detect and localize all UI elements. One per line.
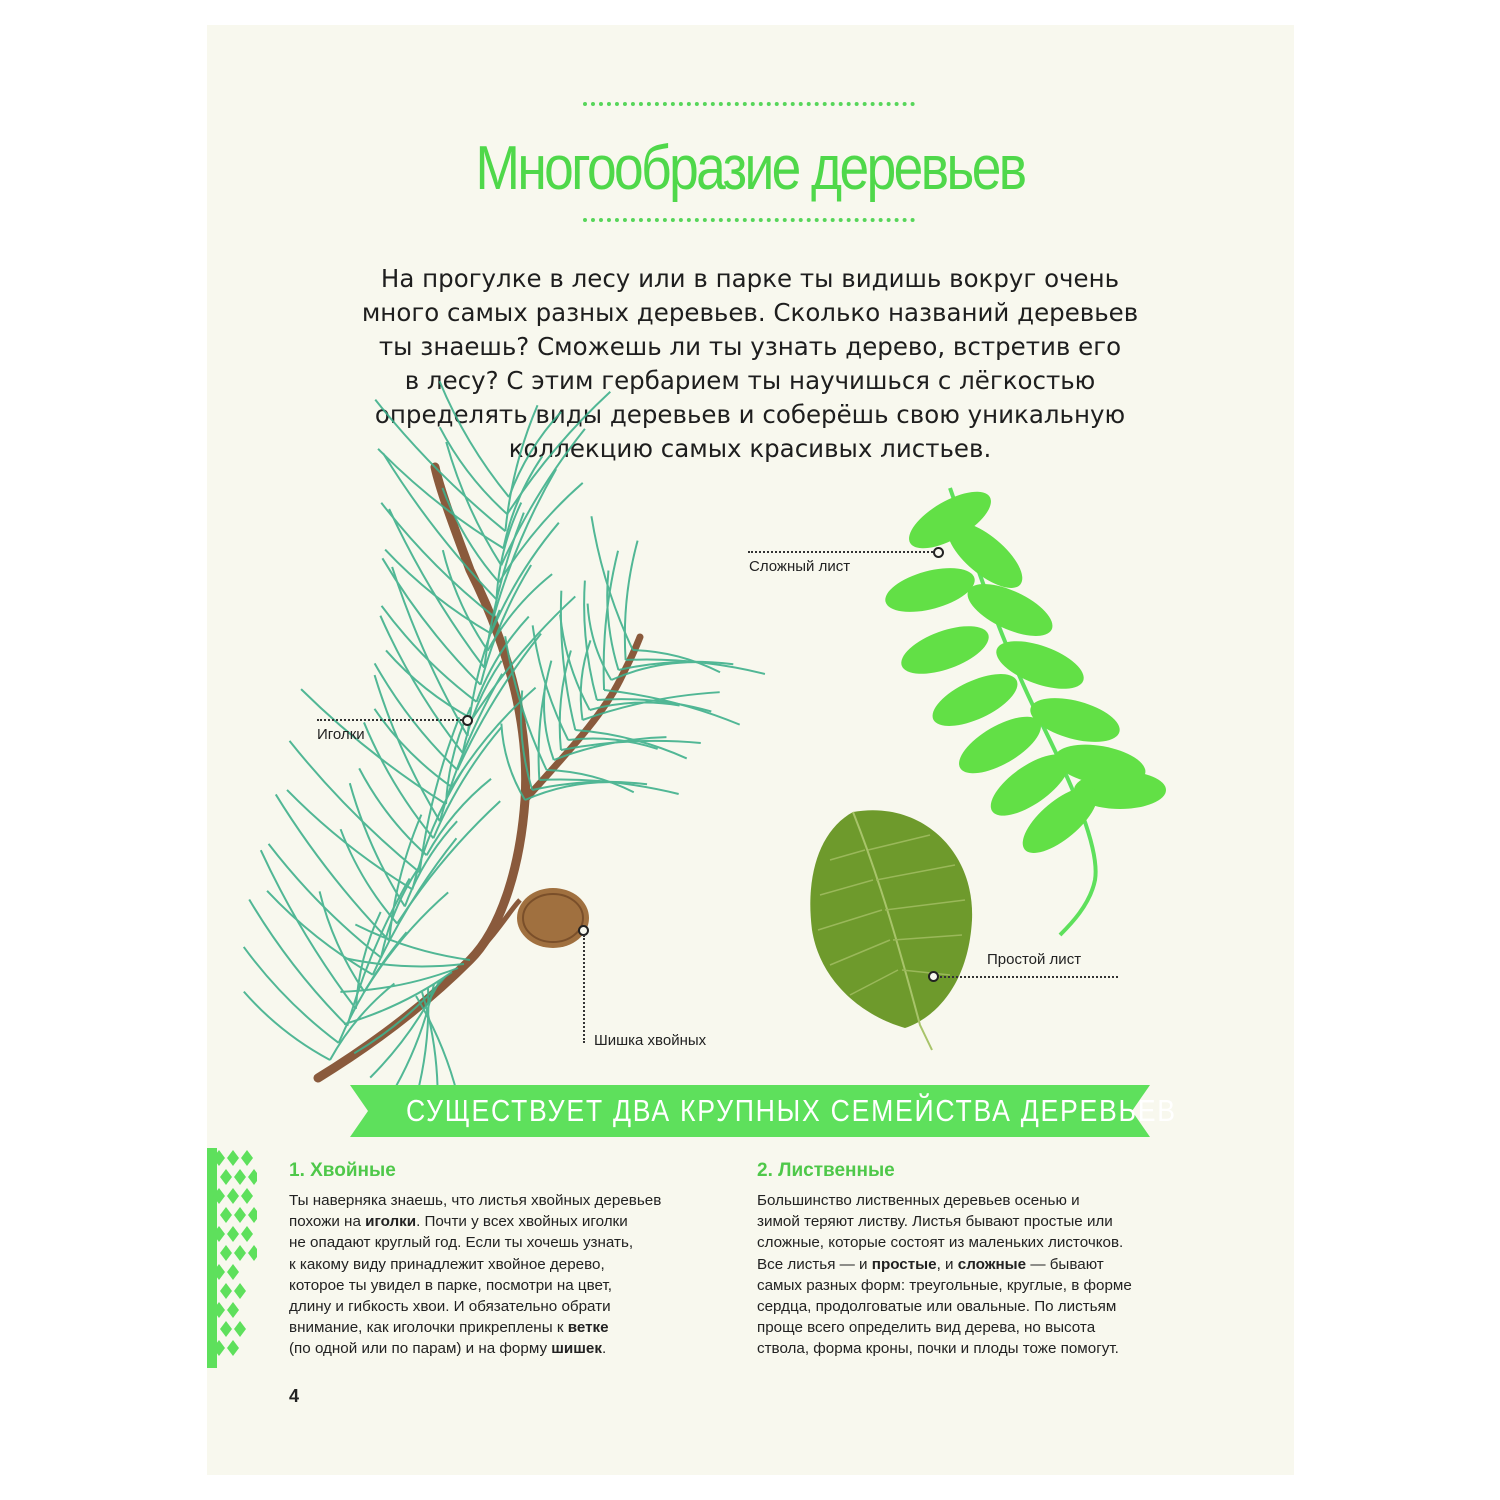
text-run: сложные, которые состоят из маленьких листочков. xyxy=(757,1234,1124,1252)
simple-leaf-callout-dot xyxy=(928,971,939,982)
paragraph-line xyxy=(757,1338,1132,1359)
pine-branch-illustration xyxy=(244,381,765,1111)
cone-callout-line xyxy=(583,935,585,1043)
paragraph-line xyxy=(757,1254,1132,1275)
intro-line: много самых разных деревьев. Сколько названий деревьев xyxy=(361,298,1139,327)
deciduous-heading: 2. Лиственные xyxy=(757,1160,895,1181)
pine-needle xyxy=(350,783,405,906)
leaflet xyxy=(881,560,980,621)
paragraph-line xyxy=(289,1211,661,1232)
paragraph-line xyxy=(289,1275,661,1296)
intro-line: коллекцию самых красивых листьев. xyxy=(508,434,992,463)
pine-needle xyxy=(301,689,446,804)
pine-needle xyxy=(507,392,610,514)
conifers-heading: 1. Хвойные xyxy=(289,1160,396,1181)
simple-leaf-illustration xyxy=(810,810,972,1050)
pine-needle xyxy=(382,606,477,702)
text-run: . Почти у всех хвойных иголки xyxy=(416,1213,628,1231)
intro-line: На прогулке в лесу или в парке ты видишь вокруг очень xyxy=(380,264,1120,293)
paragraph-line xyxy=(757,1275,1132,1296)
pine-needle xyxy=(276,794,389,940)
pine-needle xyxy=(501,429,585,565)
text-run: не опадают круглый год. Если ты хочешь узнать, xyxy=(289,1234,634,1252)
text-run: Все листья — и xyxy=(757,1255,872,1273)
leaflet xyxy=(895,616,994,683)
bold-term: простые xyxy=(871,1255,937,1273)
bold-term: иголки xyxy=(365,1213,417,1231)
needles-callout-line xyxy=(317,719,465,721)
paragraph-line xyxy=(289,1317,661,1338)
text-run: внимание, как иголочки прикреплены к xyxy=(289,1319,568,1337)
section-banner-text: СУЩЕСТВУЕТ ДВА КРУПНЫХ СЕМЕЙСТВА ДЕРЕВЬЕВ xyxy=(406,1093,1177,1128)
text-run: (по одной или по парам) и на форму xyxy=(289,1340,552,1358)
intro-line: в лесу? С этим гербарием ты научишься с лёгкостью xyxy=(404,366,1096,395)
pine-needle xyxy=(389,509,484,668)
page-title: Многообразие деревьев xyxy=(475,134,1025,203)
simple-leaf-callout-line xyxy=(936,976,1118,978)
paragraph-line xyxy=(289,1232,661,1253)
pine-needle xyxy=(397,801,500,923)
text-run: которое ты увидел в парке, посмотри на цвет, xyxy=(289,1276,612,1294)
paragraph-line xyxy=(289,1338,661,1359)
text-run: — бывают xyxy=(1026,1255,1104,1273)
intro-line: ты знаешь? Сможешь ли ты узнать дерево, встретив его xyxy=(378,332,1122,361)
cone-label: Шишка хвойных xyxy=(594,1032,707,1049)
pine-needle xyxy=(584,581,597,700)
pine-needle xyxy=(532,782,647,790)
needles-callout-dot xyxy=(462,715,473,726)
conifers-paragraph xyxy=(289,1190,661,1360)
text-run: . xyxy=(601,1340,607,1358)
text-run: сердца, продолговатые или овальные. По листьям xyxy=(757,1298,1117,1316)
leaflet xyxy=(1026,690,1125,751)
text-run: к какому виду принадлежит хвойное дерево, xyxy=(289,1255,605,1273)
paragraph-line xyxy=(757,1211,1132,1232)
text-run: Большинство лиственных деревьев осенью и xyxy=(757,1192,1080,1209)
bold-term: ветке xyxy=(567,1319,609,1337)
paragraph-line xyxy=(289,1254,661,1275)
text-run: похожи на xyxy=(289,1213,366,1231)
paragraph-line xyxy=(757,1296,1132,1317)
pine-needle xyxy=(249,899,347,1025)
text-run: , и xyxy=(936,1255,958,1273)
intro-line: определять виды деревьев и соберёшь свою уникальную xyxy=(374,400,1126,429)
compound-leaf-callout-dot xyxy=(933,547,944,558)
compound-leaf-label: Сложный лист xyxy=(749,558,851,575)
needles-label: Иголки xyxy=(317,726,365,743)
paragraph-line xyxy=(289,1296,661,1317)
simple-leaf-label: Простой лист xyxy=(987,951,1082,968)
deciduous-paragraph xyxy=(757,1190,1132,1360)
text-run: проще всего определить вид дерева, но высота xyxy=(757,1319,1096,1337)
pine-needle xyxy=(290,741,420,873)
text-run: ствола, форма кроны, почки и плоды тоже помогут. xyxy=(757,1340,1119,1358)
text-run: зимой теряют листву. Листья бывают простые или xyxy=(757,1213,1113,1231)
bold-term: сложные xyxy=(957,1255,1027,1273)
text-run: самых разных форм: треугольные, круглые, в форме xyxy=(757,1276,1132,1294)
pine-needle xyxy=(341,829,398,923)
paragraph-line xyxy=(757,1232,1132,1253)
bold-term: шишек xyxy=(551,1340,602,1358)
paragraph-line xyxy=(757,1190,1132,1211)
text-run: длину и гибкость хвои. И обязательно обрати xyxy=(289,1298,611,1316)
text-run: Ты наверняка знаешь, что листья хвойных деревьев xyxy=(289,1192,662,1209)
paragraph-line xyxy=(289,1190,661,1211)
paragraph-line xyxy=(757,1317,1132,1338)
pine-needle xyxy=(509,412,561,497)
pine-needle xyxy=(618,662,733,670)
pine-needle xyxy=(607,570,618,670)
compound-leaf-callout-line xyxy=(748,551,936,553)
page-number: 4 xyxy=(289,1386,300,1406)
